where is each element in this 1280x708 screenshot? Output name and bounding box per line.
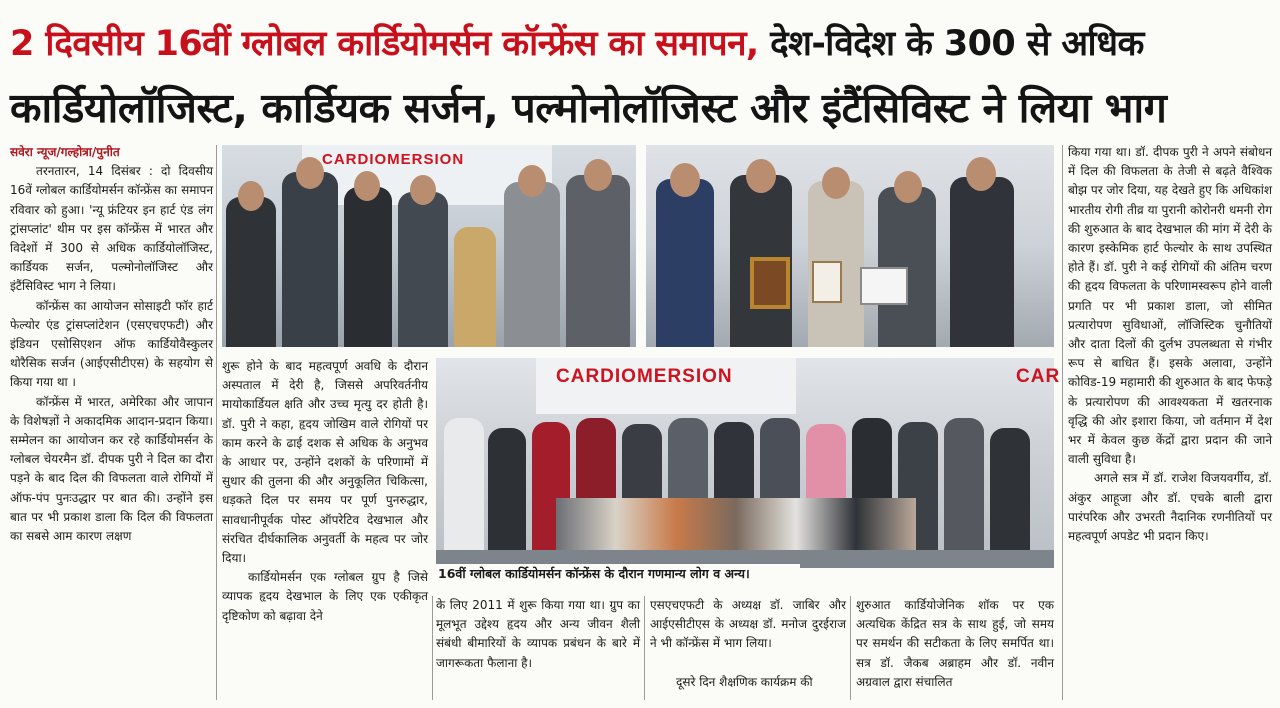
cardiomersion-banner-text: CARDIOMERSION bbox=[556, 366, 733, 387]
person-head bbox=[354, 171, 380, 201]
person-figure bbox=[226, 197, 276, 347]
person-figure bbox=[944, 418, 984, 568]
column-divider bbox=[850, 596, 851, 700]
paragraph: के लिए 2011 में शुरू किया गया था। ग्रुप का मूलभूत उद्देश्य हृदय और अन्य जीवन शैली संबंधी बीमारियों के व्यापक प्रबंधन के बारे में जागरूकता फैलाना है। bbox=[436, 598, 640, 670]
person-figure bbox=[990, 428, 1030, 568]
paragraph: कॉन्फ्रेंस में भारत, अमेरिका और जापान के विशेषज्ञों ने अकादमिक आदान-प्रदान किया। सम्मेलन का आयोजन कर रहे कार्डियोमर्सन के ग्लोबल चेयरमैन डॉ. दीपक पुरी ने दिल का दौरा पड़ने के बाद दिल की विफलता वाले रोगियों में ऑफ-पंप पुनःउद्धार पर बात की। उन्होंने इस बात पर भी प्रकाश डाला कि दिल की विफलता का सबसे आम कारण लक्षण bbox=[10, 394, 213, 544]
person-head bbox=[822, 167, 850, 199]
person-head bbox=[670, 163, 700, 197]
article-column-4 bbox=[650, 596, 846, 702]
column-divider bbox=[432, 596, 433, 700]
person-head bbox=[296, 157, 324, 189]
photo-lamp-lighting bbox=[222, 145, 636, 347]
paragraph: अगले सत्र में डॉ. राजेश विजयवर्गीय, डॉ. अंकुर आहूजा और डॉ. एचके बाली द्वारा पारंपरिक और उभरती नैदानिक रणनीतियों पर महत्वपूर्ण अपडेट भी प्रदान किए। bbox=[1068, 471, 1272, 544]
photo-award-presentation bbox=[646, 145, 1054, 347]
person-head bbox=[238, 181, 264, 211]
person-head bbox=[584, 159, 612, 191]
person-figure bbox=[566, 175, 630, 347]
article-column-1 bbox=[10, 143, 213, 703]
photo-group bbox=[436, 358, 1061, 568]
paragraph: शुरुआत कार्डियोजेनिक शॉक पर एक अत्यधिक केंद्रित सत्र के साथ हुई, जो समय पर समर्थन की सटीकता के लिए समर्पित था। सत्र डॉ. जैकब अब्राहम और डॉ. नवीन अग्रवाल द्वारा संचालित bbox=[856, 598, 1054, 689]
byline: सवेरा न्यूज/गल्होत्रा/पुनीत bbox=[10, 145, 120, 159]
paragraph: तरनतारन, 14 दिसंबर : दो दिवसीय 16वें ग्लोबल कार्डियोमर्सन कॉन्फ्रेंस का समापन रविवार को हुआ। 'न्यू फ्रंटियर इन हार्ट एंड लंग ट्रांसप्लांट' थीम पर इस कॉन्फ्रेंस में भारत और विदेशों में 300 से अधिक कार्डियोलॉजिस्ट, कार्डियक सर्जन, पल्मोनोलॉजिस्ट और इंटैंसिविस्ट भाग ने लिया। bbox=[10, 164, 213, 294]
photo-caption: 16वीं ग्लोबल कार्डियोमर्सन कॉन्फ्रेंस के दौरान गणमान्य लोग व अन्य। bbox=[436, 564, 800, 584]
headline-black-part: देश-विदेश के 300 से अधिक bbox=[758, 24, 1144, 64]
person-figure bbox=[398, 192, 448, 347]
paragraph: दूसरे दिन शैक्षणिक कार्यक्रम की bbox=[676, 674, 813, 689]
headline-line-1 bbox=[10, 16, 1272, 72]
award-plaque bbox=[750, 257, 790, 309]
cardiomersion-banner-text: CARDIOMERSION bbox=[322, 151, 465, 168]
person-figure bbox=[950, 177, 1014, 347]
headline-line-2: कार्डियोलॉजिस्ट, कार्डियक सर्जन, पल्मोनोलॉजिस्ट और इंटैंसिविस्ट ने लिया भाग bbox=[10, 84, 1167, 132]
person-figure bbox=[344, 187, 392, 347]
column-divider bbox=[216, 145, 217, 700]
article-column-6 bbox=[1068, 143, 1272, 703]
person-head bbox=[894, 171, 922, 203]
person-figure bbox=[454, 227, 496, 347]
paragraph: शुरू होने के बाद महत्वपूर्ण अवधि के दौरान अस्पताल में देरी है, जिससे अपरिवर्तनीय मायोकार्डियल क्षति और उच्च मृत्यु दर होती है। डॉ. पुरी ने कहा, हृदय जोखिम वाले रोगियों पर काम करने के ढाई दशक से अधिक के अनुभव के आधार पर, उन्होंने दशकों के परिणामों में सुधार की तुलना की और अनुकूलित चिकित्सा, धड़कते दिल पर समय पर पूर्ण पुनरुद्धार, सावधानीपूर्वक पोस्ट ऑपरेटिव देखभाल और संरचित दीर्घकालिक अनुवर्ती के महत्व पर जोर दिया। bbox=[222, 359, 428, 566]
article-column-3 bbox=[436, 596, 640, 702]
paragraph: कार्डियोमर्सन एक ग्लोबल ग्रुप है जिसे व्यापक हृदय देखभाल के लिए एक एकीकृत दृष्टिकोण को बढ़ावा देने bbox=[222, 570, 428, 623]
paragraph: किया गया था। डॉ. दीपक पुरी ने अपने संबोधन में दिल की विफलता के तेजी से बढ़ते वैश्विक बोझ पर जोर दिया, यह देखते हुए कि अधिकांश भारतीय रोगी तीव्र या पुरानी कोरोनरी धमनी रोग की शुरुआत के बाद देखभाल की मांग में देरी के कारण इस्केमिक हार्ट फेल्योर के साथ उपस्थित होते हैं। डॉ. पुरी ने कई रोगियों की अंतिम चरण की हृदय विफलता के परिणामस्वरूप होने वाली प्रगति पर भी प्रकाश डाला, जो सीमित प्रत्यारोपण सुविधाओं, लॉजिस्टिक चुनौतियों और दाता दिलों की दुर्लभ उपलब्धता से गंभीर रूप से बाधित हैं। इसके अलावा, उन्होंने कोविड-19 महामारी की शुरुआत के बाद फेफड़े के प्रत्यारोपण की आवश्यकता में खतरनाक वृद्धि की ओर इशारा किया, जो वर्तमान में देश भर में केवल कुछ केंद्रों द्वारा प्रदान की जाने वाली सुविधा है। bbox=[1068, 145, 1272, 467]
column-divider bbox=[644, 596, 645, 700]
article-column-2 bbox=[222, 357, 428, 703]
cardiomersion-banner-text: CAR bbox=[1016, 366, 1061, 387]
paragraph: एसएचएफटी के अध्यक्ष डॉ. जाबिर और आईएसीटीएस के अध्यक्ष डॉ. मनोज दुरईराज ने भी कॉन्फ्रेंस में भाग लिया। bbox=[650, 598, 846, 651]
award-plaque bbox=[860, 267, 908, 305]
headline-red-part: 2 दिवसीय 16वीं ग्लोबल कार्डियोमर्सन कॉन्फ्रेंस का समापन, bbox=[10, 24, 759, 64]
paragraph: कॉन्फ्रेंस का आयोजन सोसाइटी फॉर हार्ट फेल्योर एंड ट्रांसप्लांटेशन (एसएचएफटी) और इंडियन एसोसिएशन ऑफ कार्डियोवैस्कुलर थोरैसिक सर्जन (आईएसीटीएस) के सहयोग से किया गया था । bbox=[10, 298, 213, 390]
person-figure bbox=[656, 179, 714, 347]
person-head bbox=[518, 165, 546, 197]
person-figure bbox=[282, 172, 338, 347]
person-head bbox=[410, 175, 436, 205]
article-column-5 bbox=[856, 596, 1054, 702]
person-figure bbox=[444, 418, 484, 568]
person-head bbox=[746, 159, 776, 193]
column-divider bbox=[1062, 145, 1063, 700]
person-head bbox=[966, 157, 996, 191]
award-plaque bbox=[812, 261, 842, 303]
person-figure bbox=[488, 428, 526, 568]
person-figure bbox=[504, 182, 560, 347]
